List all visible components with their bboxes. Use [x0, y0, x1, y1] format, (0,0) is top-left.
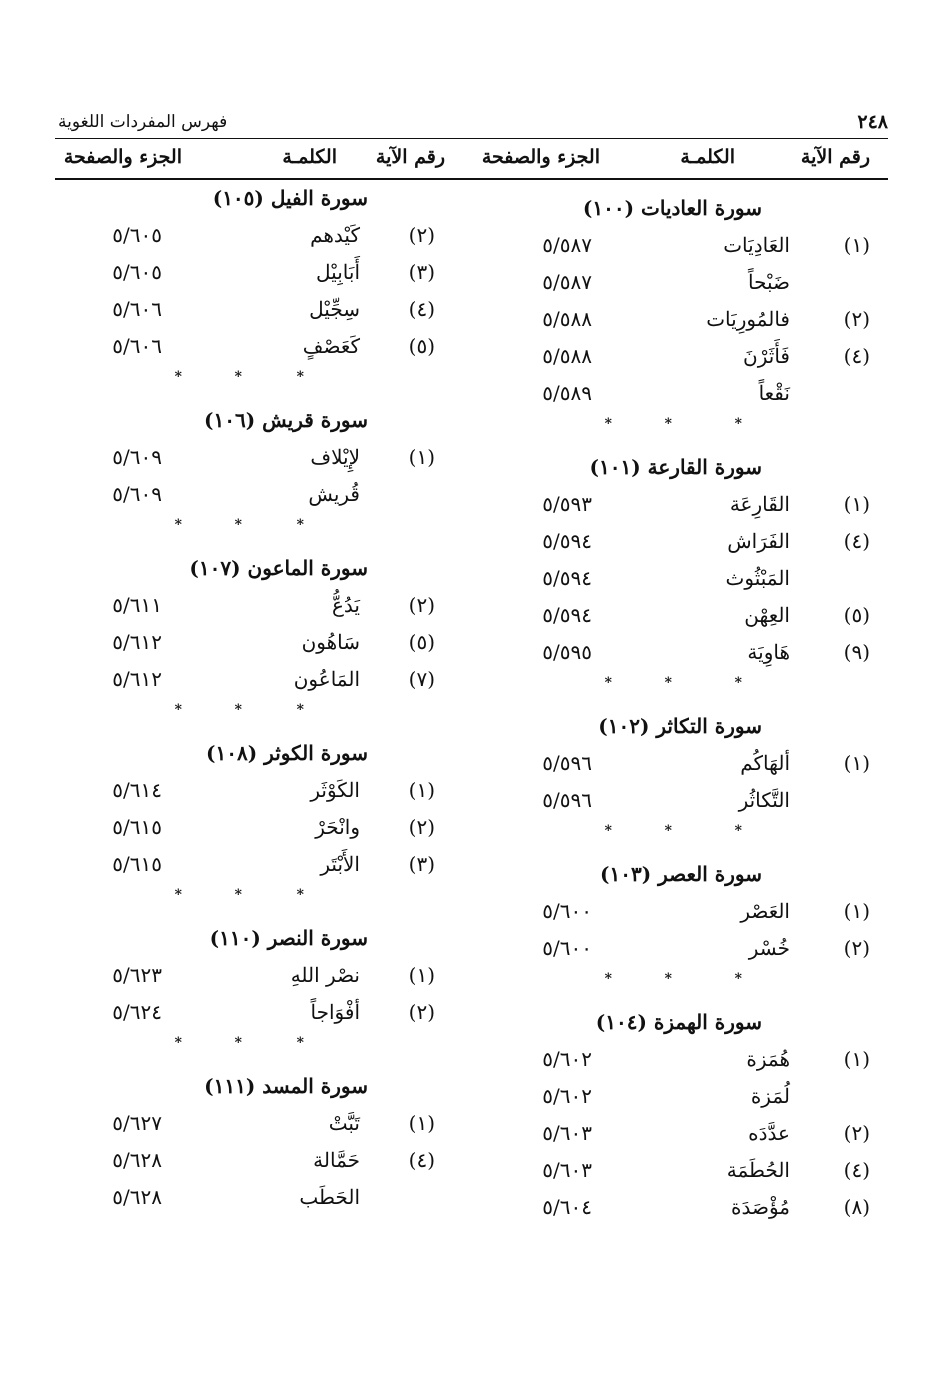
asterisk-icon: *	[734, 416, 742, 432]
volume-page-ref: ٥/٦٠٣	[542, 1121, 592, 1145]
index-entry	[480, 523, 890, 560]
index-entry	[480, 301, 890, 338]
volume-page-ref: ٥/٦٠٦	[112, 334, 162, 358]
ayah-number: (٤)	[408, 1148, 435, 1172]
index-entry	[480, 634, 890, 671]
header-ref: الجزء والصفحة	[63, 146, 182, 168]
volume-page-ref: ٥/٥٩٤	[542, 566, 592, 590]
ayah-number: (٢)	[843, 307, 870, 331]
entry-word: هُمَزة	[746, 1047, 790, 1071]
asterisk-icon: *	[296, 702, 304, 718]
ayah-number: (٤)	[843, 344, 870, 368]
section-separator	[480, 967, 890, 1004]
ayah-number: (١)	[408, 778, 435, 802]
index-entry	[50, 476, 460, 513]
ayah-number: (٣)	[408, 260, 435, 284]
section-separator	[50, 513, 460, 550]
header-ayah: رقم الآية	[375, 146, 445, 168]
surah-heading	[50, 735, 460, 772]
ayah-number: (٧)	[408, 667, 435, 691]
volume-page-ref: ٥/٦٢٧	[112, 1111, 162, 1135]
asterisk-icon: *	[296, 517, 304, 533]
volume-page-ref: ٥/٦٢٤	[112, 1000, 162, 1024]
entry-word: حَمَّالة	[313, 1148, 360, 1172]
header-rule	[55, 138, 888, 139]
surah-title: سورة قريش (١٠٦)	[204, 408, 368, 432]
index-entry	[50, 217, 460, 254]
entry-word: ضَبْحاً	[747, 270, 790, 294]
index-entry	[480, 782, 890, 819]
ayah-number: (٤)	[843, 529, 870, 553]
asterisk-icon: *	[174, 1035, 182, 1051]
ayah-number: (١)	[843, 899, 870, 923]
index-entry	[50, 772, 460, 809]
entry-word: تَبَّتْ	[328, 1111, 360, 1135]
surah-heading	[50, 920, 460, 957]
asterisk-icon: *	[604, 823, 612, 839]
entry-word: أفْوَاجاً	[310, 1000, 360, 1024]
index-entry	[50, 587, 460, 624]
surah-heading	[480, 708, 890, 745]
ayah-number: (١)	[843, 751, 870, 775]
index-entry	[480, 1115, 890, 1152]
header-ayah: رقم الآية	[800, 146, 870, 168]
ayah-number: (٤)	[843, 1158, 870, 1182]
entry-word: فَأَثَرْنَ	[743, 344, 790, 368]
entry-word: لإِيْلاف	[310, 445, 360, 469]
volume-page-ref: ٥/٦٢٨	[112, 1148, 162, 1172]
volume-page-ref: ٥/٥٩٤	[542, 603, 592, 627]
asterisk-icon: *	[234, 1035, 242, 1051]
asterisk-icon: *	[664, 823, 672, 839]
section-separator	[480, 412, 890, 449]
section-separator	[50, 365, 460, 402]
volume-page-ref: ٥/٦٠٠	[542, 936, 592, 960]
entry-word: الكَوْثَر	[310, 778, 360, 802]
index-entry	[50, 439, 460, 476]
volume-page-ref: ٥/٦٠٩	[112, 482, 162, 506]
index-entry	[480, 1041, 890, 1078]
asterisk-icon: *	[234, 887, 242, 903]
column-headers-right	[480, 146, 890, 176]
ayah-number: (١)	[843, 492, 870, 516]
surah-title: سورة القارعة (١٠١)	[589, 455, 762, 479]
volume-page-ref: ٥/٥٨٧	[542, 233, 592, 257]
entry-word: التَّكاثُر	[738, 788, 790, 812]
entry-word: ألهَاكُم	[740, 751, 790, 775]
entry-word: أَبَابِيْل	[316, 260, 360, 284]
volume-page-ref: ٥/٦١٤	[112, 778, 162, 802]
ayah-number: (٢)	[843, 1121, 870, 1145]
entry-word: فالمُورِيَات	[706, 307, 790, 331]
section-separator	[480, 671, 890, 708]
volume-page-ref: ٥/٦٠٠	[542, 899, 592, 923]
ayah-number: (٢)	[408, 1000, 435, 1024]
index-entry	[480, 560, 890, 597]
index-entry	[50, 1142, 460, 1179]
ayah-number: (٢)	[408, 593, 435, 617]
index-entry	[50, 254, 460, 291]
asterisk-icon: *	[234, 369, 242, 385]
index-entry	[50, 661, 460, 698]
surah-title: سورة الماعون (١٠٧)	[189, 556, 368, 580]
ayah-number: (٥)	[843, 603, 870, 627]
asterisk-icon: *	[664, 971, 672, 987]
volume-page-ref: ٥/٦١٥	[112, 852, 162, 876]
entry-word: العِهْن	[744, 603, 790, 627]
entry-word: العَادِيَات	[723, 233, 790, 257]
surah-heading	[50, 180, 460, 217]
entry-word: نَقْعاً	[758, 381, 790, 405]
ayah-number: (١)	[408, 1111, 435, 1135]
volume-page-ref: ٥/٦١١	[112, 593, 162, 617]
entry-word: مُؤْصَدَة	[730, 1195, 790, 1219]
volume-page-ref: ٥/٥٨٩	[542, 381, 592, 405]
ayah-number: (٢)	[843, 936, 870, 960]
surah-heading	[50, 1068, 460, 1105]
entry-word: قُريش	[308, 482, 360, 506]
running-head	[58, 108, 888, 136]
volume-page-ref: ٥/٦٠٢	[542, 1047, 592, 1071]
section-separator	[50, 883, 460, 920]
asterisk-icon: *	[734, 675, 742, 691]
volume-page-ref: ٥/٦٢٨	[112, 1185, 162, 1209]
asterisk-icon: *	[234, 702, 242, 718]
surah-title: سورة العصر (١٠٣)	[600, 862, 762, 886]
volume-page-ref: ٥/٦١٥	[112, 815, 162, 839]
surah-heading	[480, 1004, 890, 1041]
volume-page-ref: ٥/٥٨٧	[542, 270, 592, 294]
asterisk-icon: *	[296, 1035, 304, 1051]
surah-title: سورة النصر (١١٠)	[209, 926, 368, 950]
section-separator	[50, 1031, 460, 1068]
entry-word: كَيْدهم	[310, 223, 360, 247]
volume-page-ref: ٥/٥٩٦	[542, 751, 592, 775]
index-entry	[50, 328, 460, 365]
asterisk-icon: *	[234, 517, 242, 533]
asterisk-icon: *	[174, 702, 182, 718]
entry-word: المَاعُون	[293, 667, 360, 691]
right-column	[480, 190, 890, 1226]
header-word: الكلمـة	[680, 146, 735, 168]
left-column	[50, 180, 460, 1216]
asterisk-icon: *	[174, 517, 182, 533]
entry-word: الأَبْتَر	[320, 852, 360, 876]
index-entry	[480, 227, 890, 264]
index-entry	[480, 597, 890, 634]
surah-title: سورة التكاثر (١٠٢)	[598, 714, 762, 738]
ayah-number: (٥)	[408, 630, 435, 654]
volume-page-ref: ٥/٥٩٦	[542, 788, 592, 812]
column-headers-left	[50, 146, 460, 176]
entry-word: سِجِّيْل	[309, 297, 360, 321]
page-number: ٢٤٨	[857, 111, 888, 133]
ayah-number: (١)	[843, 233, 870, 257]
volume-page-ref: ٥/٦٠٤	[542, 1195, 592, 1219]
index-entry	[50, 809, 460, 846]
index-entry	[50, 1179, 460, 1216]
asterisk-icon: *	[604, 675, 612, 691]
index-entry	[50, 624, 460, 661]
ayah-number: (٨)	[843, 1195, 870, 1219]
entry-word: المَبْثُوث	[725, 566, 790, 590]
volume-page-ref: ٥/٥٨٨	[542, 344, 592, 368]
ayah-number: (٩)	[843, 640, 870, 664]
entry-word: سَاهُون	[301, 630, 360, 654]
volume-page-ref: ٥/٥٩٣	[542, 492, 592, 516]
asterisk-icon: *	[604, 971, 612, 987]
volume-page-ref: ٥/٦٠٦	[112, 297, 162, 321]
index-entry	[480, 338, 890, 375]
entry-word: كَعَصْفٍ	[302, 334, 360, 358]
entry-word: نصْر اللهِ	[290, 963, 360, 987]
entry-word: العَصْر	[740, 899, 790, 923]
ayah-number: (٤)	[408, 297, 435, 321]
ayah-number: (١)	[408, 963, 435, 987]
surah-title: سورة العاديات (١٠٠)	[582, 196, 762, 220]
surah-heading	[50, 402, 460, 439]
index-entry	[480, 486, 890, 523]
asterisk-icon: *	[174, 887, 182, 903]
entry-word: لُمَزة	[750, 1084, 790, 1108]
ayah-number: (١)	[408, 445, 435, 469]
volume-page-ref: ٥/٦٠٥	[112, 223, 162, 247]
ayah-number: (١)	[843, 1047, 870, 1071]
section-separator	[50, 698, 460, 735]
entry-word: الحُطَمَة	[726, 1158, 790, 1182]
surah-title: سورة الفيل (١٠٥)	[212, 186, 368, 210]
surah-heading	[480, 856, 890, 893]
volume-page-ref: ٥/٦٠٩	[112, 445, 162, 469]
ayah-number: (٥)	[408, 334, 435, 358]
index-entry	[50, 1105, 460, 1142]
entry-word: يَدُعُّ	[332, 593, 360, 617]
volume-page-ref: ٥/٦٠٥	[112, 260, 162, 284]
asterisk-icon: *	[734, 823, 742, 839]
asterisk-icon: *	[296, 369, 304, 385]
page-title: فهرس المفردات اللغوية	[58, 112, 228, 132]
surah-heading	[480, 190, 890, 227]
volume-page-ref: ٥/٥٩٥	[542, 640, 592, 664]
asterisk-icon: *	[734, 971, 742, 987]
asterisk-icon: *	[296, 887, 304, 903]
index-entry	[480, 893, 890, 930]
asterisk-icon: *	[604, 416, 612, 432]
entry-word: هَاوِيَة	[747, 640, 790, 664]
surah-heading	[480, 449, 890, 486]
entry-word: وانْحَرْ	[315, 815, 360, 839]
surah-title: سورة الكوثر (١٠٨)	[206, 741, 368, 765]
entry-word: عدَّدَه	[748, 1121, 790, 1145]
header-word: الكلمـة	[282, 146, 337, 168]
index-entry	[480, 1189, 890, 1226]
index-entry	[480, 930, 890, 967]
index-entry	[50, 846, 460, 883]
ayah-number: (٣)	[408, 852, 435, 876]
index-entry	[50, 994, 460, 1031]
volume-page-ref: ٥/٦١٢	[112, 630, 162, 654]
index-entry	[50, 957, 460, 994]
surah-heading	[50, 550, 460, 587]
entry-word: القَارِعَة	[729, 492, 790, 516]
index-entry	[480, 375, 890, 412]
volume-page-ref: ٥/٦٠٢	[542, 1084, 592, 1108]
ayah-number: (٢)	[408, 223, 435, 247]
index-entry	[480, 745, 890, 782]
volume-page-ref: ٥/٦٠٣	[542, 1158, 592, 1182]
index-entry	[480, 1152, 890, 1189]
asterisk-icon: *	[664, 675, 672, 691]
asterisk-icon: *	[174, 369, 182, 385]
entry-word: خُسْر	[748, 936, 790, 960]
index-entry	[50, 291, 460, 328]
volume-page-ref: ٥/٦٢٣	[112, 963, 162, 987]
entry-word: الحَطَب	[299, 1185, 360, 1209]
index-entry	[480, 1078, 890, 1115]
surah-title: سورة المسد (١١١)	[204, 1074, 368, 1098]
surah-title: سورة الهمزة (١٠٤)	[595, 1010, 762, 1034]
header-ref: الجزء والصفحة	[481, 146, 600, 168]
entry-word: الفَرَاش	[727, 529, 790, 553]
volume-page-ref: ٥/٦١٢	[112, 667, 162, 691]
section-separator	[480, 819, 890, 856]
asterisk-icon: *	[664, 416, 672, 432]
ayah-number: (٢)	[408, 815, 435, 839]
volume-page-ref: ٥/٥٩٤	[542, 529, 592, 553]
volume-page-ref: ٥/٥٨٨	[542, 307, 592, 331]
index-entry	[480, 264, 890, 301]
